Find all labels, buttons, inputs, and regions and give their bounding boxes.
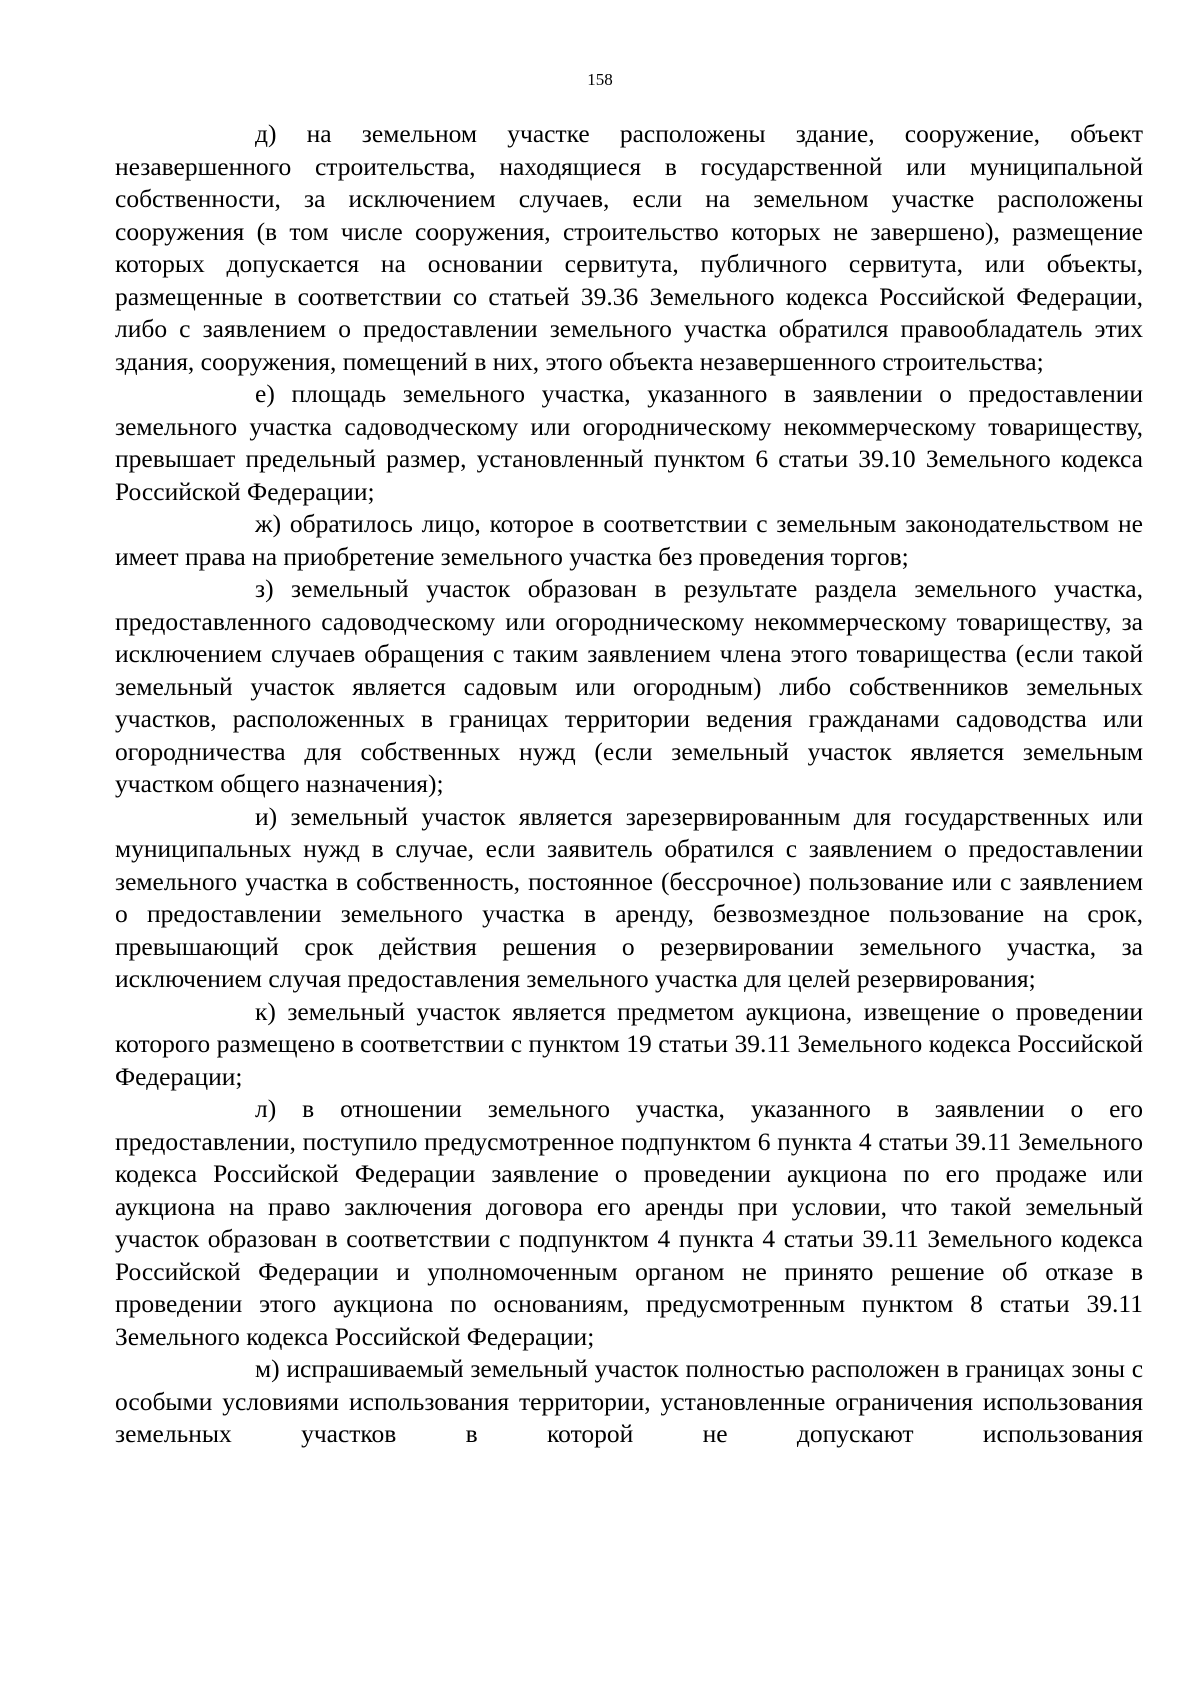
page-number: 158 xyxy=(587,70,613,89)
paragraph-marker: з) xyxy=(255,574,274,603)
paragraph-marker: м) xyxy=(255,1354,280,1383)
paragraph-text: обратилось лицо, которое в соответствии с земельным законодательством не имеет права на приобретение земельного участка без проведения торгов; xyxy=(115,509,1144,571)
paragraph-zh xyxy=(115,508,1143,573)
paragraph-z xyxy=(115,573,1143,801)
paragraph-text: в отношении земельного участка, указанного в заявлении о его предоставлении, поступило предусмотренное подпунктом 6 пункта 4 статьи 39.11 Земельного кодекса Российской Федерации заявление о проведении аукциона по его продаже или аукциона на право заключения договора его аренды при условии, что такой земельный участок образован в соответствии с подпунктом 4 пункта 4 статьи 39.11 Земельного кодекса Российской Федерации и уполномоченным органом не принято решение об отказе в проведении этого аукциона по основаниям, предусмотренным пунктом 8 статьи 39.11 Земельного кодекса Российской Федерации; xyxy=(115,1094,1143,1351)
paragraph-text: земельный участок является предметом аукциона, извещение о проведении которого размещено в соответствии с пунктом 19 статьи 39.11 Земельного кодекса Российской Федерации; xyxy=(115,996,1144,1091)
paragraph-marker: л) xyxy=(255,1094,277,1123)
paragraph-marker: е) xyxy=(255,379,275,408)
paragraph-k xyxy=(115,996,1143,1094)
paragraph-marker: к) xyxy=(255,996,276,1026)
paragraph-text: земельный участок образован в результате раздела земельного участка, предоставленного садоводческому или огородническому некоммерческому товариществу, за исключением случаев обращения с таким заявлением члена этого товарищества (если такой земельный участок является садовым или огородным) либо собственников земельных участков, расположенных в границах территории ведения гражданами садоводства или огородничества для собственных нужд (если земельный участок является земельным участком общего назначения); xyxy=(115,574,1144,798)
paragraph-text: испрашиваемый земельный участок полностью расположен в границах зоны с особыми условиями использования территории, установленные ограничения использования земельных участков в которой не допускают использования xyxy=(115,1354,1144,1448)
paragraph-l xyxy=(115,1093,1143,1353)
paragraph-m xyxy=(115,1353,1143,1451)
paragraph-text: на земельном участке расположены здание, сооружение, объект незавершенного строительства, находящиеся в государственной или муниципальной собственности, за исключением случаев, если на земельном участке расположены сооружения (в том числе сооружения, строительство которых не завершено), размещение которых допускается на основании сервитута, публичного сервитута, или объекты, размещенные в соответствии со статьей 39.36 Земельного кодекса Российской Федерации, либо с заявлением о предоставлении земельного участка обратился правообладатель этих здания, сооружения, помещений в них, этого объекта незавершенного строительства; xyxy=(115,119,1143,376)
paragraph-e xyxy=(115,378,1143,508)
paragraph-text: земельный участок является зарезервированным для государственных или муниципальных нужд в случае, если заявитель обратился с заявлением о предоставлении земельного участка в собственность, постоянное (бессрочное) пользование или с заявлением о предоставлении земельного участка в аренду, безвозмездное пользование на срок, превышающий срок действия решения о резервировании земельного участка, за исключением случая предоставления земельного участка для целей резервирования; xyxy=(115,801,1143,993)
paragraph-i xyxy=(115,801,1143,996)
paragraph-marker: и) xyxy=(255,801,278,831)
document-body xyxy=(115,118,1143,1451)
paragraph-d xyxy=(115,118,1143,378)
paragraph-marker: д) xyxy=(255,119,277,148)
paragraph-text: площадь земельного участка, указанного в заявлении о предоставлении земельного участка садоводческому или огородническому некоммерческому товариществу, превышает предельный размер, установленный пунктом 6 статьи 39.10 Земельного кодекса Российской Федерации; xyxy=(115,379,1144,506)
paragraph-marker: ж) xyxy=(255,509,282,538)
